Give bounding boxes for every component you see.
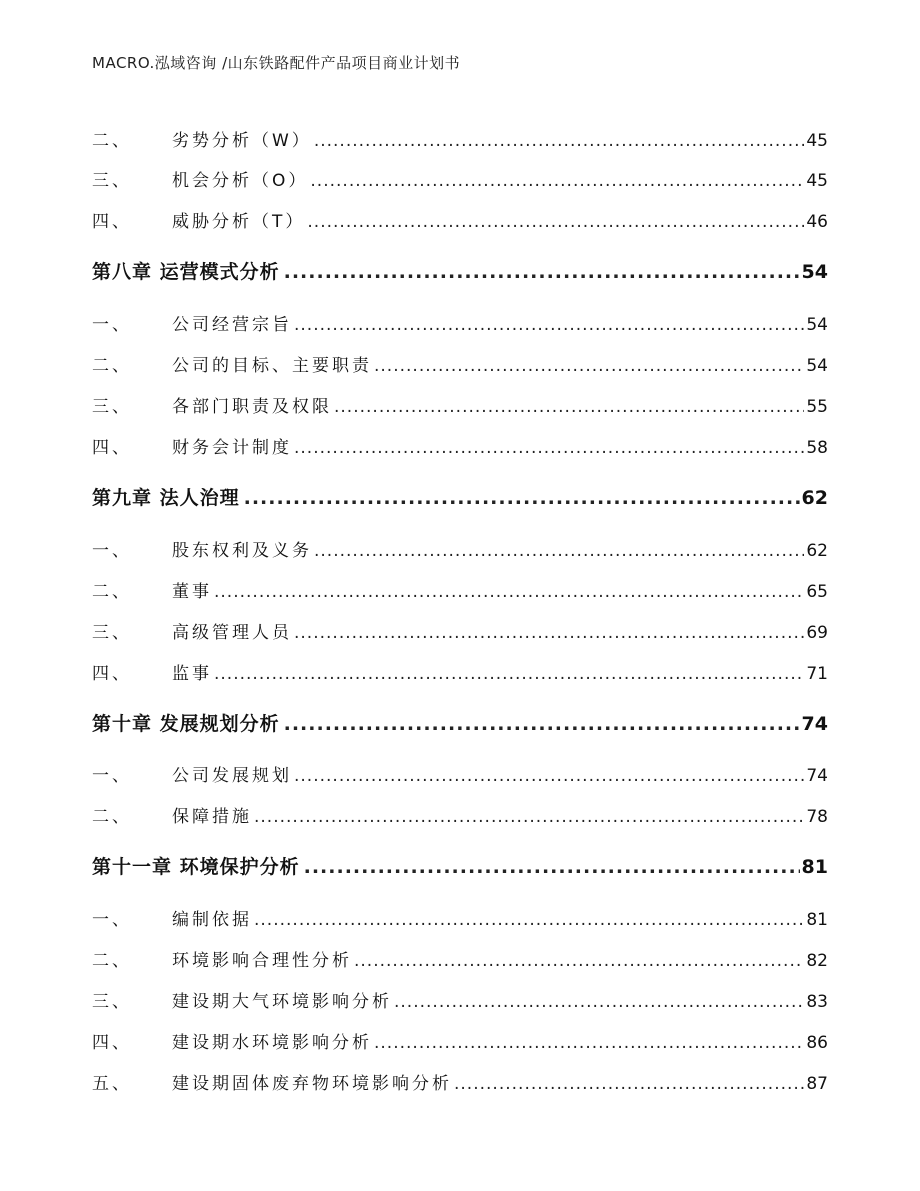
toc-entry-number: 一、 <box>92 541 132 561</box>
toc-chapter-entry[interactable] <box>92 709 828 736</box>
toc-entry-title: 建设期大气环境影响分析 <box>172 992 392 1012</box>
toc-dot-leader <box>214 582 804 602</box>
toc-entry-title: 第八章 运营模式分析 <box>92 261 280 283</box>
toc-section-entry[interactable] <box>92 946 828 971</box>
toc-entry-title: 各部门职责及权限 <box>172 397 332 417</box>
toc-page-number: 81 <box>806 910 828 930</box>
toc-entry-title: 董事 <box>172 582 212 602</box>
toc-entry-title: 第十章 发展规划分析 <box>92 713 280 735</box>
toc-page-number: 54 <box>806 356 828 376</box>
toc-page-number: 86 <box>806 1033 828 1053</box>
toc-entry-title: 公司发展规划 <box>172 766 292 786</box>
toc-dot-leader <box>374 1033 804 1053</box>
toc-section-entry[interactable] <box>92 618 828 643</box>
toc-section-entry[interactable] <box>92 802 828 827</box>
toc-chapter-entry[interactable] <box>92 483 828 510</box>
toc-dot-leader <box>374 356 804 376</box>
toc-page-number: 54 <box>801 261 828 283</box>
toc-dot-leader <box>244 487 800 509</box>
toc-page-number: 82 <box>806 951 828 971</box>
toc-entry-title: 环境影响合理性分析 <box>172 951 352 971</box>
toc-page-number: 71 <box>806 664 828 684</box>
toc-entry-title: 建设期水环境影响分析 <box>172 1033 372 1053</box>
toc-dot-leader <box>314 131 805 151</box>
toc-entry-title: 机会分析（O） <box>172 171 309 191</box>
toc-entry-number: 一、 <box>92 315 132 335</box>
toc-entry-title: 劣势分析（W） <box>172 131 312 151</box>
toc-entry-number: 四、 <box>92 212 132 232</box>
toc-entry-number: 三、 <box>92 992 132 1012</box>
toc-section-entry[interactable] <box>92 310 828 335</box>
toc-page-number: 65 <box>806 582 828 602</box>
toc-dot-leader <box>334 397 804 417</box>
toc-entry-number: 三、 <box>92 397 132 417</box>
toc-dot-leader <box>254 807 804 827</box>
toc-page-number: 74 <box>806 766 828 786</box>
toc-entry-title: 第九章 法人治理 <box>92 487 240 509</box>
toc-dot-leader <box>294 315 804 335</box>
toc-chapter-entry[interactable] <box>92 852 828 879</box>
toc-entry-number: 四、 <box>92 1033 132 1053</box>
toc-dot-leader <box>454 1074 804 1094</box>
toc-page-number: 81 <box>801 856 828 878</box>
toc-section-entry[interactable] <box>92 905 828 930</box>
toc-entry-title: 建设期固体废弃物环境影响分析 <box>172 1074 452 1094</box>
toc-dot-leader <box>214 664 804 684</box>
toc-section-entry[interactable] <box>92 577 828 602</box>
toc-page-number: 58 <box>806 438 828 458</box>
toc-entry-title: 高级管理人员 <box>172 623 292 643</box>
toc-dot-leader <box>254 910 804 930</box>
toc-entry-title: 威胁分析（T） <box>172 212 306 232</box>
toc-dot-leader <box>294 438 804 458</box>
toc-entry-number: 二、 <box>92 951 132 971</box>
toc-page-number: 78 <box>806 807 828 827</box>
toc-dot-leader <box>394 992 804 1012</box>
toc-page-number: 46 <box>806 212 828 232</box>
toc-page-number: 54 <box>806 315 828 335</box>
toc-entry-title: 股东权利及义务 <box>172 541 312 561</box>
toc-section-entry[interactable] <box>92 987 828 1012</box>
toc-page-number: 74 <box>801 713 828 735</box>
toc-dot-leader <box>354 951 804 971</box>
toc-section-entry[interactable] <box>92 761 828 786</box>
toc-entry-number: 二、 <box>92 356 132 376</box>
toc-page-number: 62 <box>801 487 828 509</box>
toc-dot-leader <box>294 766 804 786</box>
toc-entry-number: 四、 <box>92 438 132 458</box>
toc-dot-leader <box>294 623 804 643</box>
toc-entry-number: 三、 <box>92 171 132 191</box>
toc-entry-number: 一、 <box>92 766 132 786</box>
toc-section-entry[interactable] <box>92 1028 828 1053</box>
toc-chapter-entry[interactable] <box>92 257 828 284</box>
toc-entry-number: 一、 <box>92 910 132 930</box>
toc-page-number: 45 <box>806 131 828 151</box>
toc-entry-title: 第十一章 环境保护分析 <box>92 856 300 878</box>
toc-entry-number: 二、 <box>92 582 132 602</box>
toc-entry-title: 保障措施 <box>172 807 252 827</box>
toc-page-number: 87 <box>806 1074 828 1094</box>
toc-page-number: 55 <box>806 397 828 417</box>
toc-section-entry[interactable] <box>92 392 828 417</box>
toc-entry-title: 监事 <box>172 664 212 684</box>
toc-section-entry[interactable] <box>92 351 828 376</box>
toc-page-number: 83 <box>806 992 828 1012</box>
toc-section-entry[interactable] <box>92 433 828 458</box>
toc-entry-number: 四、 <box>92 664 132 684</box>
toc-section-entry[interactable] <box>92 126 828 151</box>
toc-dot-leader <box>304 856 800 878</box>
toc-dot-leader <box>284 713 800 735</box>
toc-page-number: 62 <box>806 541 828 561</box>
toc-page-number: 45 <box>806 171 828 191</box>
running-header: MACRO.泓域咨询 /山东铁路配件产品项目商业计划书 <box>92 54 461 72</box>
toc-entry-title: 公司的目标、主要职责 <box>172 356 372 376</box>
toc-section-entry[interactable] <box>92 166 828 191</box>
toc-dot-leader <box>307 212 804 232</box>
toc-entry-number: 三、 <box>92 623 132 643</box>
toc-dot-leader <box>310 171 804 191</box>
toc-page-number: 69 <box>806 623 828 643</box>
toc-entry-number: 五、 <box>92 1074 132 1094</box>
toc-section-entry[interactable] <box>92 207 828 232</box>
toc-section-entry[interactable] <box>92 659 828 684</box>
toc-section-entry[interactable] <box>92 1069 828 1094</box>
toc-entry-title: 财务会计制度 <box>172 438 292 458</box>
toc-entry-number: 二、 <box>92 807 132 827</box>
toc-entry-title: 公司经营宗旨 <box>172 315 292 335</box>
toc-dot-leader <box>284 261 800 283</box>
toc-entry-title: 编制依据 <box>172 910 252 930</box>
toc-entry-number: 二、 <box>92 131 132 151</box>
toc-section-entry[interactable] <box>92 536 828 561</box>
toc-dot-leader <box>314 541 804 561</box>
